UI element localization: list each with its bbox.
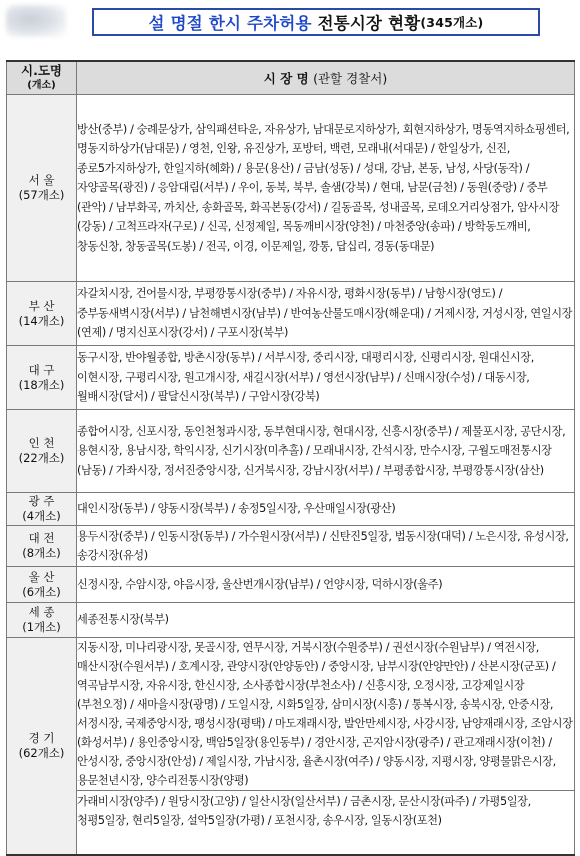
region-cell <box>7 493 77 526</box>
title-accent: 설 명절 한시 주차허용 <box>148 14 312 33</box>
region-name: 경 기 <box>28 730 55 745</box>
region-row-daejeon <box>7 526 575 567</box>
region-name: 울 산 <box>28 569 55 584</box>
market-list: 방산(중부) / 숭례문상가, 삼익패션타운, 자유상가, 남대문로지하상가, 회현지하상가, 명동역지하쇼핑센터, 명동지하상가(남대문) / 영천, 인왕, 유진상가, 포방터, 백련, 모래내(서대문) / 한일상가, 신진, 종로5가지하상가, 한일지하(혜화) / 용문(용산) / 금남(성동) / 성대, 강남, 본동, 남성, 사당(동작) / 자양골목(광진) / 응암대림(서부) / 우이, 동북, 북부, 솔샘(강북) / 현대, 남문(금천) / 동원(중랑) / 중부(관악) / 남부화곡, 까치산, 송화골목, 화곡본동(강서) / 길동골목, 성내골목, 로데오거리상점가, 암사시장(강동) / 고척프라자(구로) / 신곡, 신정제일, 목동깨비시장(양천) / 마천중앙(송파) / 방학동도깨비, 창동신창, 창동골목(도봉) / 전곡, 이경, 이문제일, 깡통, 답십리, 경동(동대문) <box>77 95 575 282</box>
header-list <box>77 61 575 95</box>
region-count: (4개소) <box>22 509 61 523</box>
market-list: 동구시장, 반야월종합, 방촌시장(동부) / 서부시장, 중리시장, 대평리시장, 신평리시장, 원대신시장, 이현시장, 구평리시장, 원고개시장, 새길시장(서부) / 영선시장(남부) / 신매시장(수성) / 대동시장, 월배시장(달서) / 팔달신시장(북부) / 구암시장(강북) <box>77 346 575 410</box>
region-row-sejong <box>7 603 575 638</box>
region-row-busan <box>7 282 575 346</box>
region-row-gwangju <box>7 493 575 526</box>
region-name: 인 천 <box>28 436 55 450</box>
region-cell <box>7 567 77 603</box>
region-name: 서 울 <box>28 173 55 187</box>
region-cell <box>7 603 77 638</box>
market-table <box>6 60 575 856</box>
region-count: (6개소) <box>22 584 61 599</box>
header-region-sub: (개소) <box>27 80 56 91</box>
market-list: 세종전통시장(북부) <box>77 603 575 638</box>
region-row-daegu <box>7 346 575 410</box>
region-row-gyeonggi <box>7 638 575 855</box>
blurred-logo <box>6 5 66 37</box>
title-main: 전통시장 현황 <box>317 14 421 33</box>
market-list <box>77 638 575 855</box>
region-cell <box>7 526 77 567</box>
region-cell <box>7 95 77 282</box>
header-region-label: 시.도명 <box>21 63 62 78</box>
region-cell <box>7 282 77 346</box>
region-cell <box>7 638 77 855</box>
region-count: (62개소) <box>18 745 65 760</box>
region-count: (22개소) <box>18 451 65 465</box>
region-count: (18개소) <box>18 377 65 392</box>
title-count: (345개소) <box>420 15 484 30</box>
market-list: 자갈치시장, 건어물시장, 부평깡통시장(중부) / 자유시장, 평화시장(동부) / 남항시장(영도) / 중부동새벽시장(서부) / 남천해변시장(남부) / 반여농산물도매시장(해운대) / 거제시장, 거성시장, 연일시장(연제) / 명지신포시장(강서) / 구포시장(북부) <box>77 282 575 346</box>
header-list-label: 시 장 명 <box>263 71 309 86</box>
region-count: (14개소) <box>18 313 65 328</box>
region-name: 부 산 <box>28 298 55 313</box>
region-count: (1개소) <box>22 620 61 634</box>
region-count: (8개소) <box>22 546 61 560</box>
header-region <box>7 61 77 95</box>
region-count: (57개소) <box>18 188 65 202</box>
market-list-part: 가래비시장(양주) / 원당시장(고양) / 일산시장(일산서부) / 금촌시장, 문산시장(파주) / 가평5일장, 청평5일장, 현리5일장, 설악5일장(가평) / 포천시장, 송우시장, 일동시장(포천) <box>77 790 575 830</box>
region-name: 대 전 <box>28 531 55 545</box>
header-list-paren: (관할 경찰서) <box>313 71 388 86</box>
market-list-part: 지동시장, 미나리광시장, 못골시장, 연무시장, 거북시장(수원중부) / 권선시장(수원남부) / 역전시장, 매산시장(수원서부) / 호계시장, 관양시장(안양동안) / 중앙시장, 남부시장(안양만안) / 산본시장(군포) / 역곡남부시장, 자유시장, 한신시장, 소사종합시장(부천소사) / 신흥시장, 오정시장, 고강제일시장(부천오정) / 새마을시장(광명) / 도일시장, 시화5일장, 삼미시장(시흥) / 통복시장, 송북시장, 안중시장, 서정시장, 국제중앙시장, 팽성시장(평택) / 마도재래시장, 발안만세시장, 사강시장, 남양재래시장, 조암시장(화성서부) / 용인중앙시장, 백암5일장(용인동부) / 경안시장, 곤지암시장(광주) / 관고재래시장(이천) / 안성시장, 중앙시장(안성) / 제일시장, 가남시장, 율촌시장(여주) / 양동시장, 지평시장, 양평물맑은시장, 용문천년시장, 양수리전통시장(양평) <box>77 641 573 787</box>
region-row-seoul <box>7 95 575 282</box>
page-title <box>92 8 540 36</box>
table-header-row <box>7 61 575 95</box>
region-row-incheon <box>7 410 575 493</box>
market-list: 신정시장, 수암시장, 야음시장, 울산번개시장(남부) / 언양시장, 덕하시장(울주) <box>77 567 575 603</box>
market-list: 용두시장(중부) / 인동시장(동부) / 가수원시장(서부) / 신탄진5일장, 법동시장(대덕) / 노은시장, 유성시장, 송강시장(유성) <box>77 526 575 567</box>
region-row-ulsan <box>7 567 575 603</box>
region-name: 광 주 <box>28 494 55 508</box>
market-list: 종합어시장, 신포시장, 동인천청과시장, 동부현대시장, 현대시장, 신흥시장(중부) / 제물포시장, 공단시장, 용현시장, 용남시장, 학익시장, 신기시장(미추홀) / 모래내시장, 간석시장, 만수시장, 구월도매전통시장(남동) / 가좌시장, 정서진중앙시장, 신거북시장, 강남시장(서부) / 부평종합시장, 부평깡통시장(삼산) <box>77 410 575 493</box>
region-name: 대 구 <box>28 362 55 377</box>
region-cell <box>7 346 77 410</box>
region-cell <box>7 410 77 493</box>
market-list: 대인시장(동부) / 양동시장(북부) / 송정5일시장, 우산매일시장(광산) <box>77 493 575 526</box>
region-name: 세 종 <box>28 605 55 619</box>
